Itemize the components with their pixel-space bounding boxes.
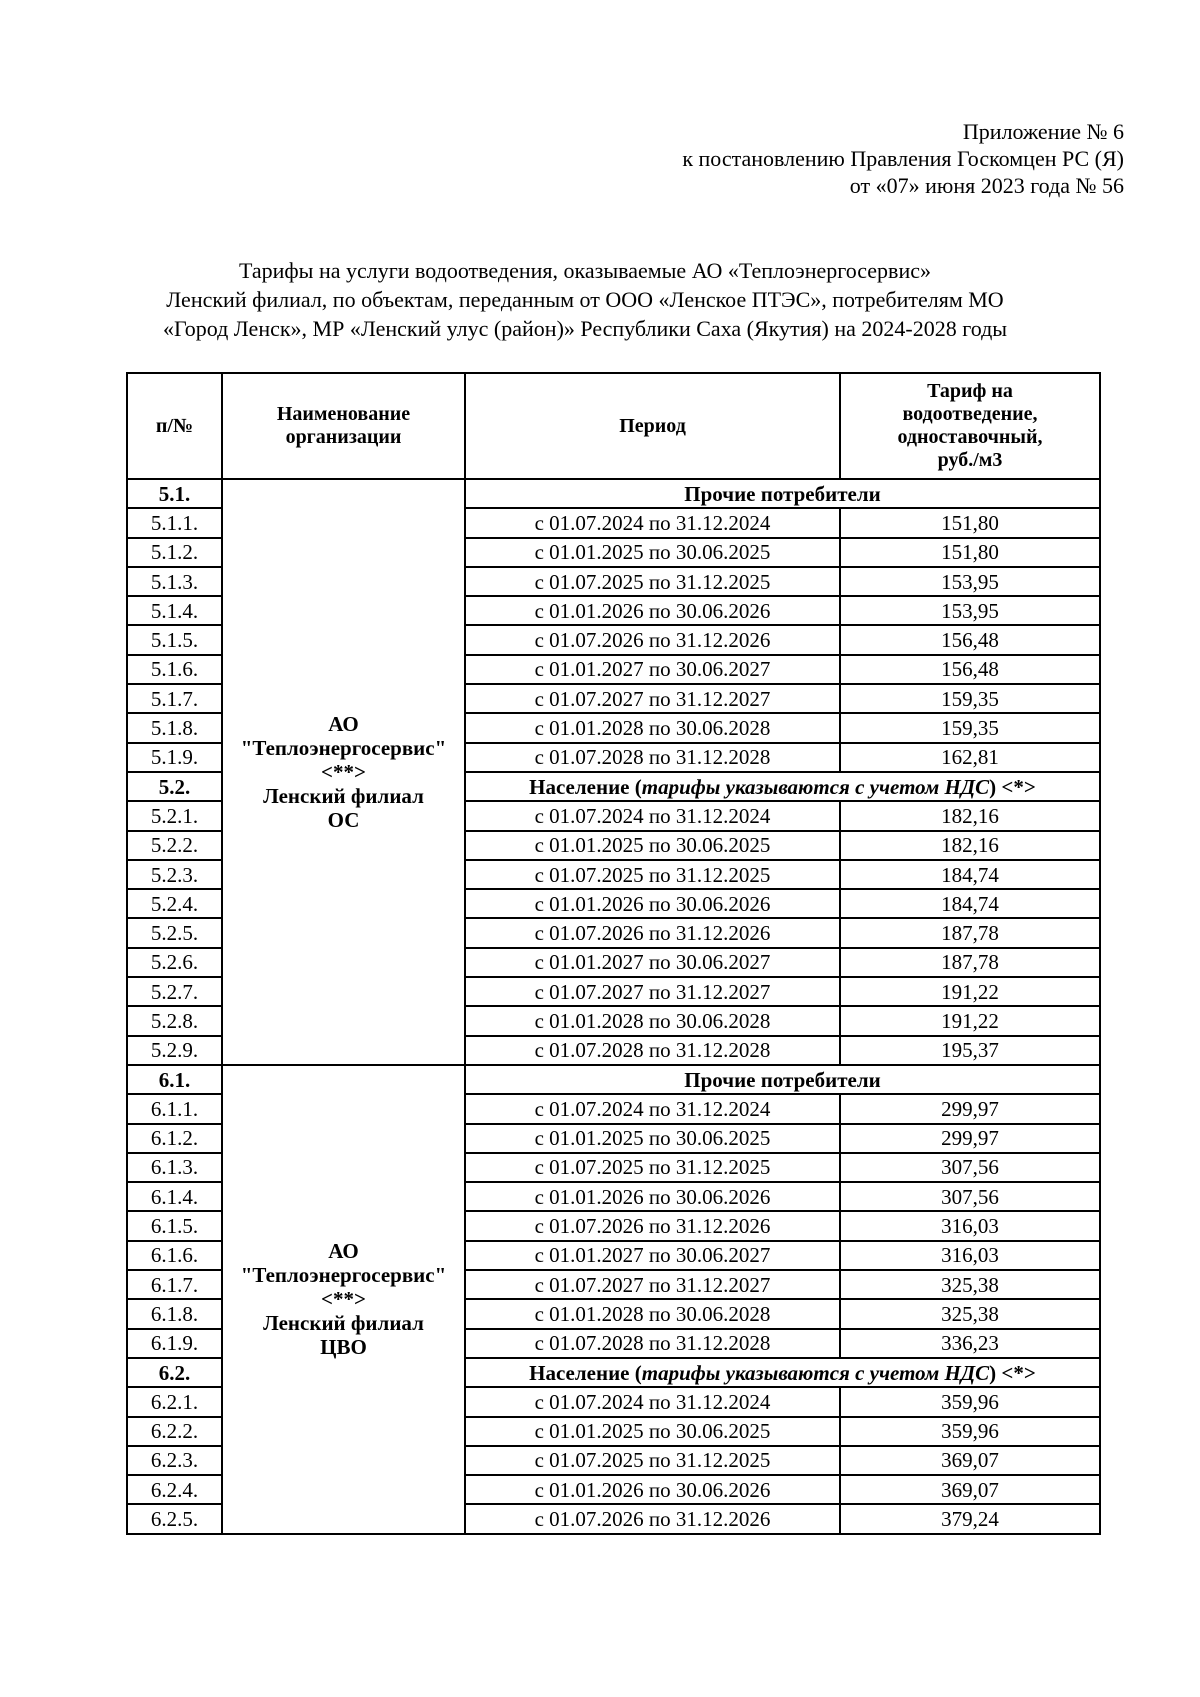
row-period: с 01.07.2025 по 31.12.2025 xyxy=(465,1446,840,1475)
organization-line: Ленский филиал xyxy=(263,1311,424,1336)
section-title xyxy=(465,1358,1100,1387)
row-number: 6.1.9. xyxy=(127,1329,222,1358)
row-period: с 01.07.2026 по 31.12.2026 xyxy=(465,1211,840,1240)
header-org: Наименование организации xyxy=(222,373,465,479)
section-title-part: ) <*> xyxy=(989,1360,1036,1385)
row-number: 5.2.3. xyxy=(127,860,222,889)
row-tariff-value: 151,80 xyxy=(840,538,1100,567)
row-tariff-value: 156,48 xyxy=(840,625,1100,654)
row-number: 5.1.4. xyxy=(127,596,222,625)
row-tariff-value: 191,22 xyxy=(840,977,1100,1006)
appendix-line: от «07» июня 2023 года № 56 xyxy=(849,173,1124,198)
table-body xyxy=(127,479,1100,1534)
section-row xyxy=(127,1065,1100,1094)
row-tariff-value: 182,16 xyxy=(840,831,1100,860)
row-tariff-value: 369,07 xyxy=(840,1475,1100,1504)
header-period: Период xyxy=(465,373,840,479)
row-number: 5.1.2. xyxy=(127,538,222,567)
row-number: 5.2.5. xyxy=(127,918,222,947)
section-number: 5.1. xyxy=(127,479,222,508)
row-period: с 01.01.2026 по 30.06.2026 xyxy=(465,889,840,918)
row-number: 6.1.4. xyxy=(127,1182,222,1211)
row-period: с 01.07.2027 по 31.12.2027 xyxy=(465,684,840,713)
document-title xyxy=(110,256,1060,343)
row-tariff-value: 369,07 xyxy=(840,1446,1100,1475)
organization-name xyxy=(222,1065,465,1534)
row-tariff-value: 359,96 xyxy=(840,1387,1100,1416)
organization-line: ОС xyxy=(327,807,360,832)
row-period: с 01.07.2028 по 31.12.2028 xyxy=(465,1329,840,1358)
row-tariff-value: 191,22 xyxy=(840,1006,1100,1035)
row-tariff-value: 187,78 xyxy=(840,948,1100,977)
organization-line: АО xyxy=(328,711,359,736)
section-row xyxy=(127,479,1100,508)
row-tariff-value: 307,56 xyxy=(840,1153,1100,1182)
organization-line: ЦВО xyxy=(320,1335,367,1360)
row-number: 6.2.2. xyxy=(127,1417,222,1446)
row-period: с 01.01.2025 по 30.06.2025 xyxy=(465,831,840,860)
row-period: с 01.07.2028 по 31.12.2028 xyxy=(465,1036,840,1065)
row-tariff-value: 184,74 xyxy=(840,860,1100,889)
section-title-part: Население ( xyxy=(529,774,642,799)
table-header-row xyxy=(127,373,1100,479)
title-line: Тарифы на услуги водоотведения, оказываемые АО «Теплоэнергосервис» xyxy=(238,258,931,283)
row-number: 5.2.9. xyxy=(127,1036,222,1065)
row-tariff-value: 182,16 xyxy=(840,801,1100,830)
row-tariff-value: 336,23 xyxy=(840,1329,1100,1358)
row-number: 6.2.5. xyxy=(127,1504,222,1533)
organization-line: Ленский филиал xyxy=(263,783,424,808)
row-period: с 01.07.2024 по 31.12.2024 xyxy=(465,801,840,830)
row-number: 5.1.8. xyxy=(127,713,222,742)
section-title-text: Прочие потребители xyxy=(684,1067,881,1092)
row-tariff-value: 299,97 xyxy=(840,1094,1100,1123)
row-number: 5.1.3. xyxy=(127,567,222,596)
row-number: 5.1.6. xyxy=(127,655,222,684)
section-number: 6.1. xyxy=(127,1065,222,1094)
row-period: с 01.01.2026 по 30.06.2026 xyxy=(465,1182,840,1211)
row-number: 5.2.2. xyxy=(127,831,222,860)
title-line: «Город Ленск», МР «Ленский улус (район)» Республики Саха (Якутия) на 2024-2028 годы xyxy=(162,316,1008,341)
section-number: 6.2. xyxy=(127,1358,222,1387)
row-period: с 01.07.2025 по 31.12.2025 xyxy=(465,860,840,889)
row-tariff-value: 379,24 xyxy=(840,1504,1100,1533)
row-tariff-value: 325,38 xyxy=(840,1299,1100,1328)
organization-line: <**> xyxy=(321,1287,366,1312)
section-title-part: Население ( xyxy=(529,1360,642,1385)
header-tariff: Тариф на водоотведение, одноставочный, руб./м3 xyxy=(840,373,1100,479)
row-period: с 01.01.2025 по 30.06.2025 xyxy=(465,1124,840,1153)
row-tariff-value: 359,96 xyxy=(840,1417,1100,1446)
row-number: 6.1.5. xyxy=(127,1211,222,1240)
row-number: 6.2.3. xyxy=(127,1446,222,1475)
row-period: с 01.07.2024 по 31.12.2024 xyxy=(465,1094,840,1123)
row-period: с 01.01.2028 по 30.06.2028 xyxy=(465,713,840,742)
row-period: с 01.01.2025 по 30.06.2025 xyxy=(465,538,840,567)
section-title-text: Прочие потребители xyxy=(684,481,881,506)
row-tariff-value: 316,03 xyxy=(840,1241,1100,1270)
row-number: 5.2.1. xyxy=(127,801,222,830)
section-title-part: ) <*> xyxy=(989,774,1036,799)
section-title-part: тарифы указываются с учетом НДС xyxy=(641,774,990,799)
organization-line: "Теплоэнергосервис" xyxy=(240,735,447,760)
row-number: 5.2.7. xyxy=(127,977,222,1006)
organization-name xyxy=(222,479,465,1065)
row-tariff-value: 195,37 xyxy=(840,1036,1100,1065)
row-period: с 01.01.2027 по 30.06.2027 xyxy=(465,655,840,684)
row-period: с 01.07.2027 по 31.12.2027 xyxy=(465,1270,840,1299)
row-period: с 01.01.2028 по 30.06.2028 xyxy=(465,1299,840,1328)
row-number: 5.2.4. xyxy=(127,889,222,918)
section-title xyxy=(465,1065,1100,1094)
row-tariff-value: 299,97 xyxy=(840,1124,1100,1153)
row-period: с 01.07.2026 по 31.12.2026 xyxy=(465,1504,840,1533)
row-number: 5.1.5. xyxy=(127,625,222,654)
row-tariff-value: 316,03 xyxy=(840,1211,1100,1240)
row-tariff-value: 153,95 xyxy=(840,567,1100,596)
section-title xyxy=(465,479,1100,508)
section-title xyxy=(465,772,1100,801)
row-tariff-value: 151,80 xyxy=(840,508,1100,537)
row-tariff-value: 159,35 xyxy=(840,713,1100,742)
appendix-header xyxy=(682,118,1124,199)
row-period: с 01.07.2028 по 31.12.2028 xyxy=(465,743,840,772)
row-period: с 01.07.2027 по 31.12.2027 xyxy=(465,977,840,1006)
title-line: Ленский филиал, по объектам, переданным от ООО «Ленское ПТЭС», потребителям МО xyxy=(166,287,1004,312)
row-period: с 01.07.2026 по 31.12.2026 xyxy=(465,625,840,654)
row-number: 5.1.7. xyxy=(127,684,222,713)
header-num: п/№ xyxy=(127,373,222,479)
row-number: 6.1.7. xyxy=(127,1270,222,1299)
appendix-line: Приложение № 6 xyxy=(962,119,1124,144)
row-tariff-value: 153,95 xyxy=(840,596,1100,625)
row-period: с 01.07.2025 по 31.12.2025 xyxy=(465,567,840,596)
organization-line: <**> xyxy=(321,759,366,784)
row-period: с 01.01.2027 по 30.06.2027 xyxy=(465,1241,840,1270)
row-period: с 01.01.2026 по 30.06.2026 xyxy=(465,596,840,625)
row-tariff-value: 184,74 xyxy=(840,889,1100,918)
row-period: с 01.01.2026 по 30.06.2026 xyxy=(465,1475,840,1504)
row-tariff-value: 162,81 xyxy=(840,743,1100,772)
row-tariff-value: 325,38 xyxy=(840,1270,1100,1299)
row-period: с 01.07.2024 по 31.12.2024 xyxy=(465,508,840,537)
row-number: 6.1.3. xyxy=(127,1153,222,1182)
row-period: с 01.07.2026 по 31.12.2026 xyxy=(465,918,840,947)
organization-line: АО xyxy=(328,1239,359,1264)
row-period: с 01.07.2024 по 31.12.2024 xyxy=(465,1387,840,1416)
row-period: с 01.07.2025 по 31.12.2025 xyxy=(465,1153,840,1182)
section-number: 5.2. xyxy=(127,772,222,801)
row-tariff-value: 156,48 xyxy=(840,655,1100,684)
row-number: 6.1.2. xyxy=(127,1124,222,1153)
row-number: 6.1.1. xyxy=(127,1094,222,1123)
tariff-table xyxy=(126,372,1101,1535)
row-number: 5.2.8. xyxy=(127,1006,222,1035)
row-tariff-value: 187,78 xyxy=(840,918,1100,947)
organization-line: "Теплоэнергосервис" xyxy=(240,1263,447,1288)
row-number: 6.2.4. xyxy=(127,1475,222,1504)
row-number: 6.1.8. xyxy=(127,1299,222,1328)
row-number: 5.1.9. xyxy=(127,743,222,772)
row-period: с 01.01.2027 по 30.06.2027 xyxy=(465,948,840,977)
row-tariff-value: 307,56 xyxy=(840,1182,1100,1211)
row-number: 5.1.1. xyxy=(127,508,222,537)
row-number: 6.1.6. xyxy=(127,1241,222,1270)
section-title-part: тарифы указываются с учетом НДС xyxy=(641,1360,990,1385)
row-number: 5.2.6. xyxy=(127,948,222,977)
row-period: с 01.01.2028 по 30.06.2028 xyxy=(465,1006,840,1035)
appendix-line: к постановлению Правления Госкомцен РС (Я) xyxy=(682,146,1124,171)
row-period: с 01.01.2025 по 30.06.2025 xyxy=(465,1417,840,1446)
row-number: 6.2.1. xyxy=(127,1387,222,1416)
row-tariff-value: 159,35 xyxy=(840,684,1100,713)
